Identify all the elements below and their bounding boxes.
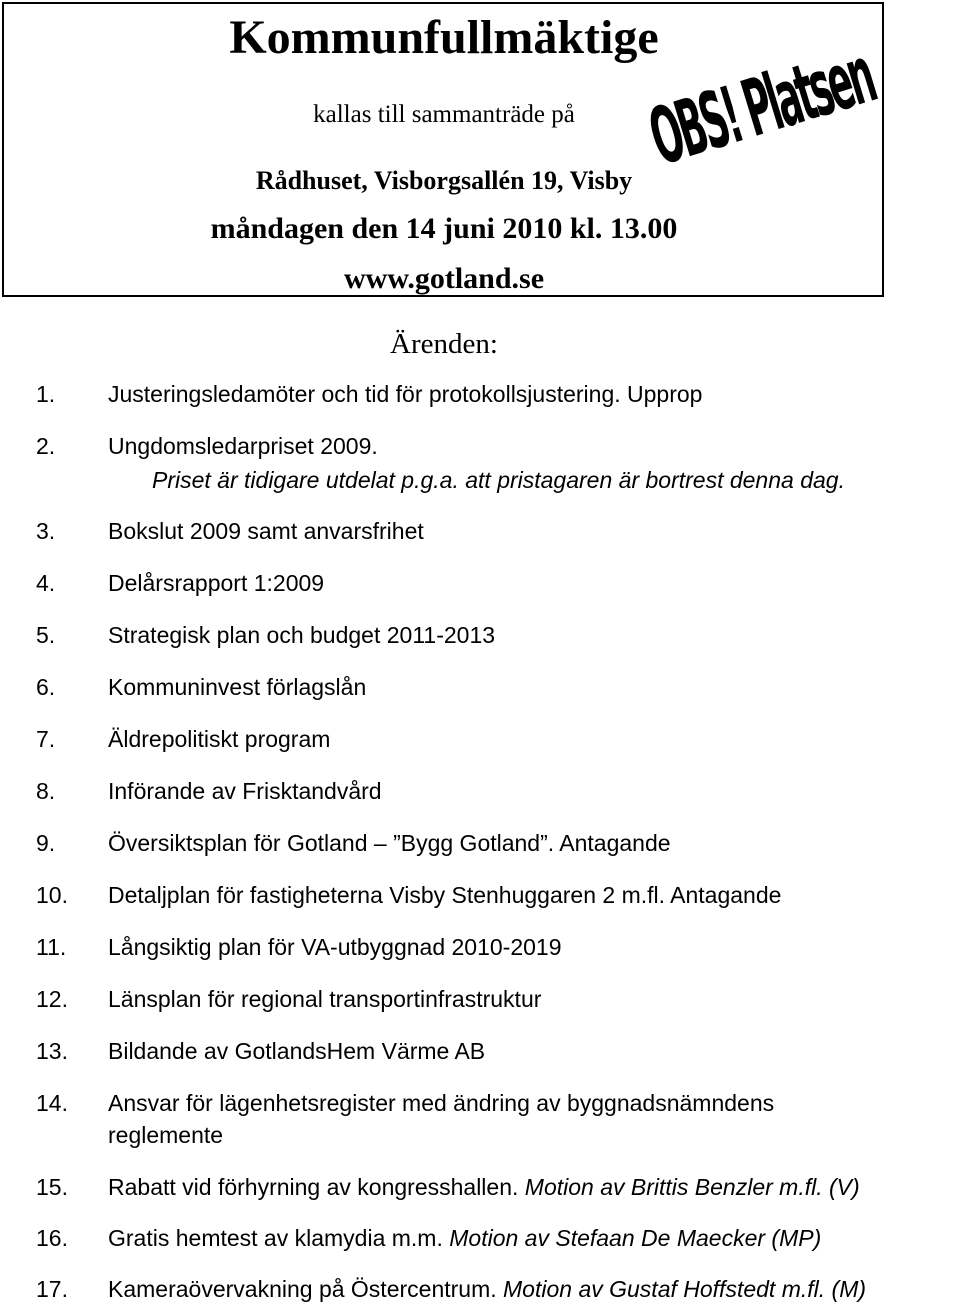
item-number: 16. [36, 1225, 68, 1251]
item-text: Kommuninvest förlagslån [108, 674, 367, 700]
item-number: 13. [36, 1038, 68, 1064]
item-number: 4. [36, 570, 56, 596]
item-motion: Motion av Gustaf Hoffstedt m.fl. (M) [503, 1276, 867, 1302]
item-text: Länsplan för regional transportinfrastruktur [108, 986, 542, 1012]
item-motion: Motion av Stefaan De Maecker (MP) [449, 1225, 822, 1251]
item-text-line [108, 1222, 821, 1254]
item-text: Ungdomsledarpriset 2009. [108, 433, 378, 459]
item-text-line [108, 1273, 866, 1305]
invitation-text: kallas till sammanträde på [313, 101, 575, 128]
item-number: 12. [36, 986, 68, 1012]
item-number: 17. [36, 1276, 68, 1302]
item-text: Långsiktig plan för VA-utbyggnad 2010-2019 [108, 934, 562, 960]
item-text: Delårsrapport 1:2009 [108, 570, 325, 596]
item-number: 3. [36, 518, 56, 544]
meeting-location: Rådhuset, Visborgsallén 19, Visby [255, 166, 633, 195]
item-text: Strategisk plan och budget 2011-2013 [108, 622, 496, 648]
item-text: Bildande av GotlandsHem Värme AB [108, 1038, 486, 1064]
page-title: Kommunfullmäktige [229, 11, 659, 64]
item-number: 15. [36, 1174, 68, 1200]
item-number: 1. [36, 381, 56, 407]
item-note: Priset är tidigare utdelat p.g.a. att pristagaren är bortrest denna dag. [152, 467, 845, 493]
item-number: 11. [36, 934, 67, 960]
item-text: Införande av Frisktandvård [108, 778, 382, 804]
item-number: 9. [36, 830, 56, 856]
item-number: 6. [36, 674, 56, 700]
item-text: Bokslut 2009 samt anvarsfrihet [108, 518, 424, 544]
item-number: 2. [36, 433, 56, 459]
item-text: Gratis hemtest av klamydia m.m. [108, 1225, 443, 1251]
meeting-date: måndagen den 14 juni 2010 kl. 13.00 [210, 212, 678, 245]
item-number: 10. [36, 882, 68, 908]
item-motion: Motion av Brittis Benzler m.fl. (V) [524, 1174, 860, 1200]
item-text-line [108, 1171, 860, 1203]
item-text: Kameraövervakning på Östercentrum. [108, 1276, 497, 1302]
item-number: 5. [36, 622, 56, 648]
item-number: 8. [36, 778, 56, 804]
item-text: Rabatt vid förhyrning av kongresshallen. [108, 1174, 519, 1200]
item-text: Ansvar för lägenhetsregister med ändring av byggnadsnämndens [108, 1090, 775, 1116]
item-number: 14. [36, 1090, 68, 1116]
item-text-continued: reglemente [108, 1122, 224, 1148]
website-link[interactable]: www.gotland.se [343, 262, 545, 295]
item-number: 7. [36, 726, 56, 752]
agenda-heading: Ärenden: [390, 328, 498, 360]
stamp-text: OBS! Platsen [639, 29, 884, 184]
item-text: Äldrepolitiskt program [108, 726, 331, 752]
item-text: Detaljplan för fastigheterna Visby Stenhuggaren 2 m.fl. Antagande [108, 882, 782, 908]
item-text: Justeringsledamöter och tid för protokollsjustering. Upprop [108, 381, 703, 407]
item-text: Översiktsplan för Gotland – ”Bygg Gotland”. Antagande [108, 830, 671, 856]
